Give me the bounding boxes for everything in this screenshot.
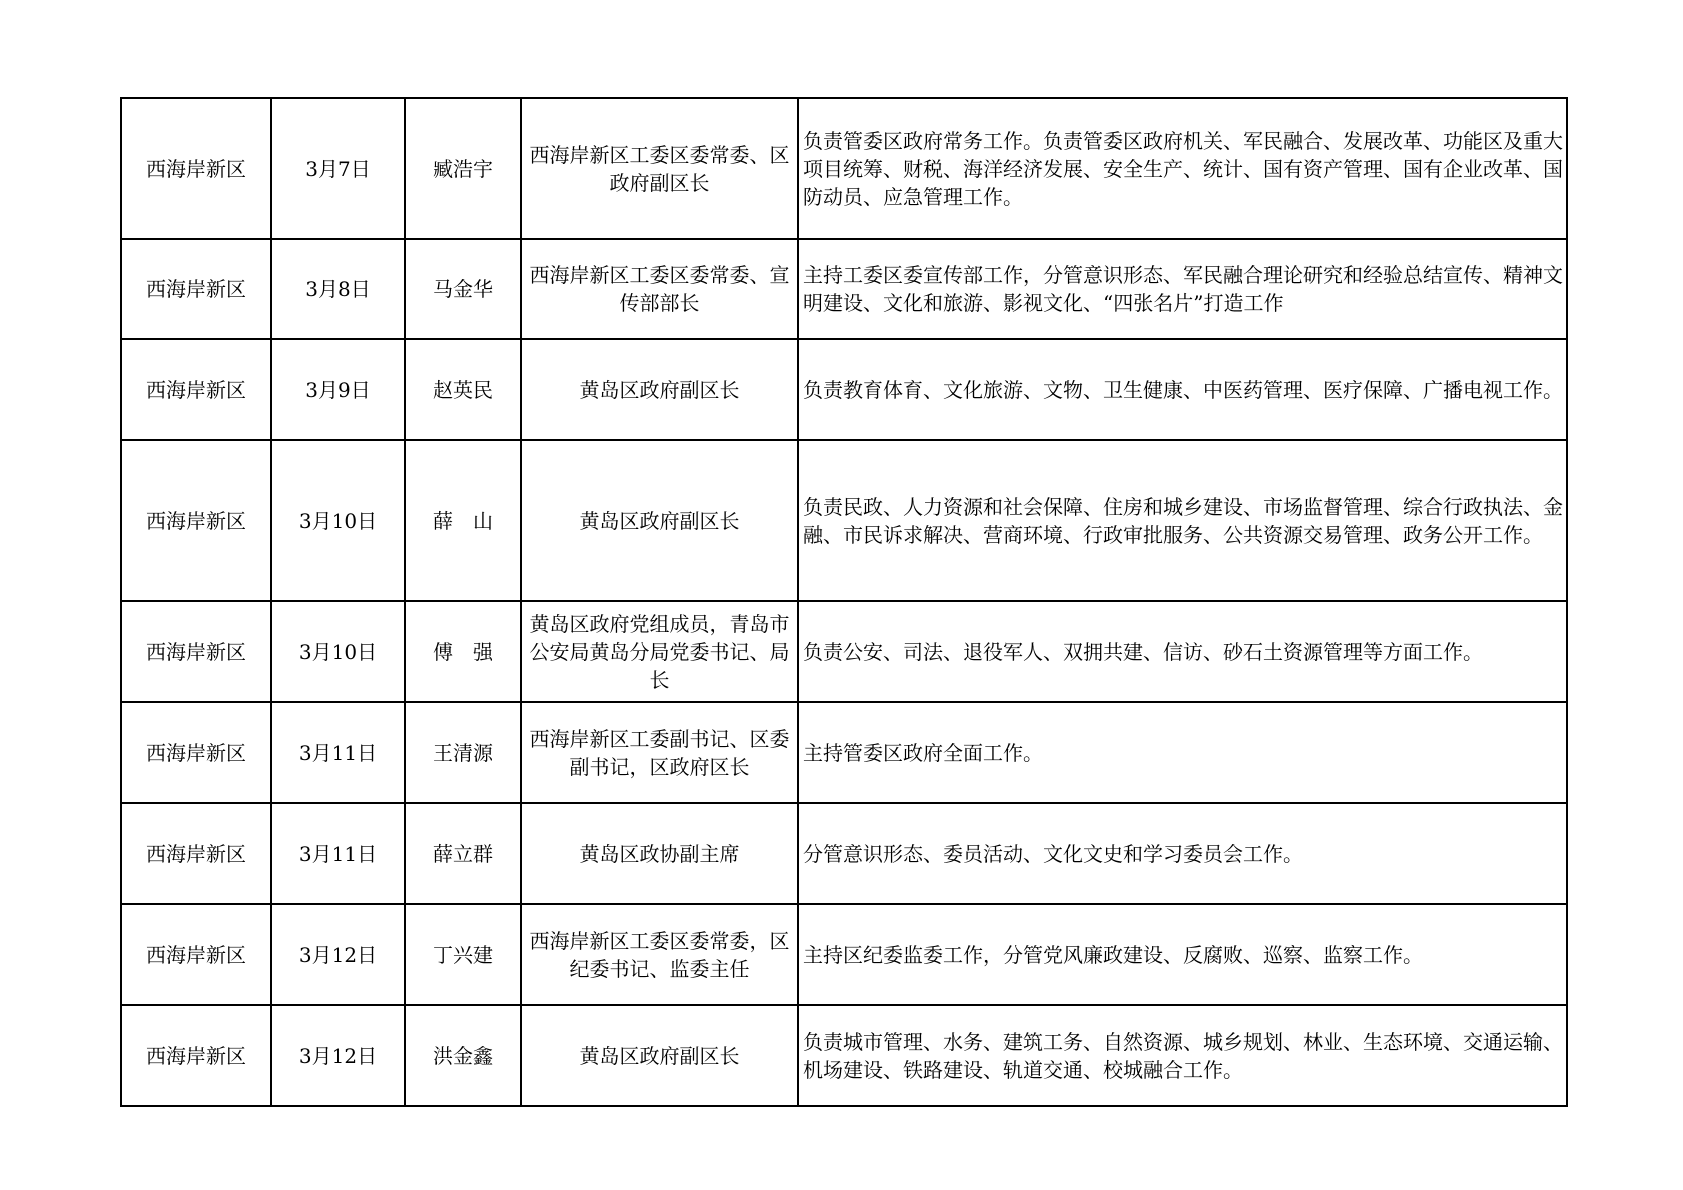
table-row [121,803,1567,904]
district-cell: 西海岸新区 [121,702,271,803]
assignment-table [120,97,1568,1107]
position-cell: 黄岛区政协副主席 [521,803,798,904]
table-row [121,904,1567,1005]
district-cell: 西海岸新区 [121,904,271,1005]
duties-cell: 负责教育体育、文化旅游、文物、卫生健康、中医药管理、医疗保障、广播电视工作。 [798,339,1567,440]
position-cell: 西海岸新区工委区委常委、区政府副区长 [521,98,798,239]
table-row [121,702,1567,803]
duties-cell: 负责公安、司法、退役军人、双拥共建、信访、砂石土资源管理等方面工作。 [798,601,1567,702]
position-cell: 西海岸新区工委区委常委、宣传部部长 [521,239,798,339]
district-cell: 西海岸新区 [121,803,271,904]
position-cell: 黄岛区政府副区长 [521,1005,798,1106]
date-cell: 3月12日 [271,904,405,1005]
position-cell: 黄岛区政府党组成员，青岛市公安局黄岛分局党委书记、局长 [521,601,798,702]
duties-cell: 主持工委区委宣传部工作，分管意识形态、军民融合理论研究和经验总结宣传、精神文明建设、文化和旅游、影视文化、“四张名片”打造工作 [798,239,1567,339]
duties-cell: 主持管委区政府全面工作。 [798,702,1567,803]
duties-cell: 分管意识形态、委员活动、文化文史和学习委员会工作。 [798,803,1567,904]
name-cell: 洪金鑫 [405,1005,521,1106]
position-cell: 西海岸新区工委区委常委，区纪委书记、监委主任 [521,904,798,1005]
date-cell: 3月8日 [271,239,405,339]
table-row [121,1005,1567,1106]
duties-cell: 负责管委区政府常务工作。负责管委区政府机关、军民融合、发展改革、功能区及重大项目统筹、财税、海洋经济发展、安全生产、统计、国有资产管理、国有企业改革、国防动员、应急管理工作。 [798,98,1567,239]
position-cell: 西海岸新区工委副书记、区委副书记，区政府区长 [521,702,798,803]
name-cell: 丁兴建 [405,904,521,1005]
name-cell: 马金华 [405,239,521,339]
district-cell: 西海岸新区 [121,601,271,702]
table-row [121,98,1567,239]
position-cell: 黄岛区政府副区长 [521,339,798,440]
name-cell: 赵英民 [405,339,521,440]
duties-cell: 负责民政、人力资源和社会保障、住房和城乡建设、市场监督管理、综合行政执法、金融、市民诉求解决、营商环境、行政审批服务、公共资源交易管理、政务公开工作。 [798,440,1567,601]
district-cell: 西海岸新区 [121,440,271,601]
duties-cell: 负责城市管理、水务、建筑工务、自然资源、城乡规划、林业、生态环境、交通运输、机场建设、铁路建设、轨道交通、校城融合工作。 [798,1005,1567,1106]
duties-cell: 主持区纪委监委工作，分管党风廉政建设、反腐败、巡察、监察工作。 [798,904,1567,1005]
date-cell: 3月10日 [271,601,405,702]
date-cell: 3月12日 [271,1005,405,1106]
district-cell: 西海岸新区 [121,239,271,339]
table-row [121,440,1567,601]
name-cell: 薛立群 [405,803,521,904]
date-cell: 3月7日 [271,98,405,239]
table-row [121,239,1567,339]
district-cell: 西海岸新区 [121,1005,271,1106]
date-cell: 3月11日 [271,803,405,904]
table-row [121,339,1567,440]
date-cell: 3月9日 [271,339,405,440]
district-cell: 西海岸新区 [121,339,271,440]
table-row [121,601,1567,702]
position-cell: 黄岛区政府副区长 [521,440,798,601]
name-cell: 薛 山 [405,440,521,601]
name-cell: 王清源 [405,702,521,803]
name-cell: 臧浩宇 [405,98,521,239]
name-cell: 傅 强 [405,601,521,702]
district-cell: 西海岸新区 [121,98,271,239]
date-cell: 3月10日 [271,440,405,601]
date-cell: 3月11日 [271,702,405,803]
